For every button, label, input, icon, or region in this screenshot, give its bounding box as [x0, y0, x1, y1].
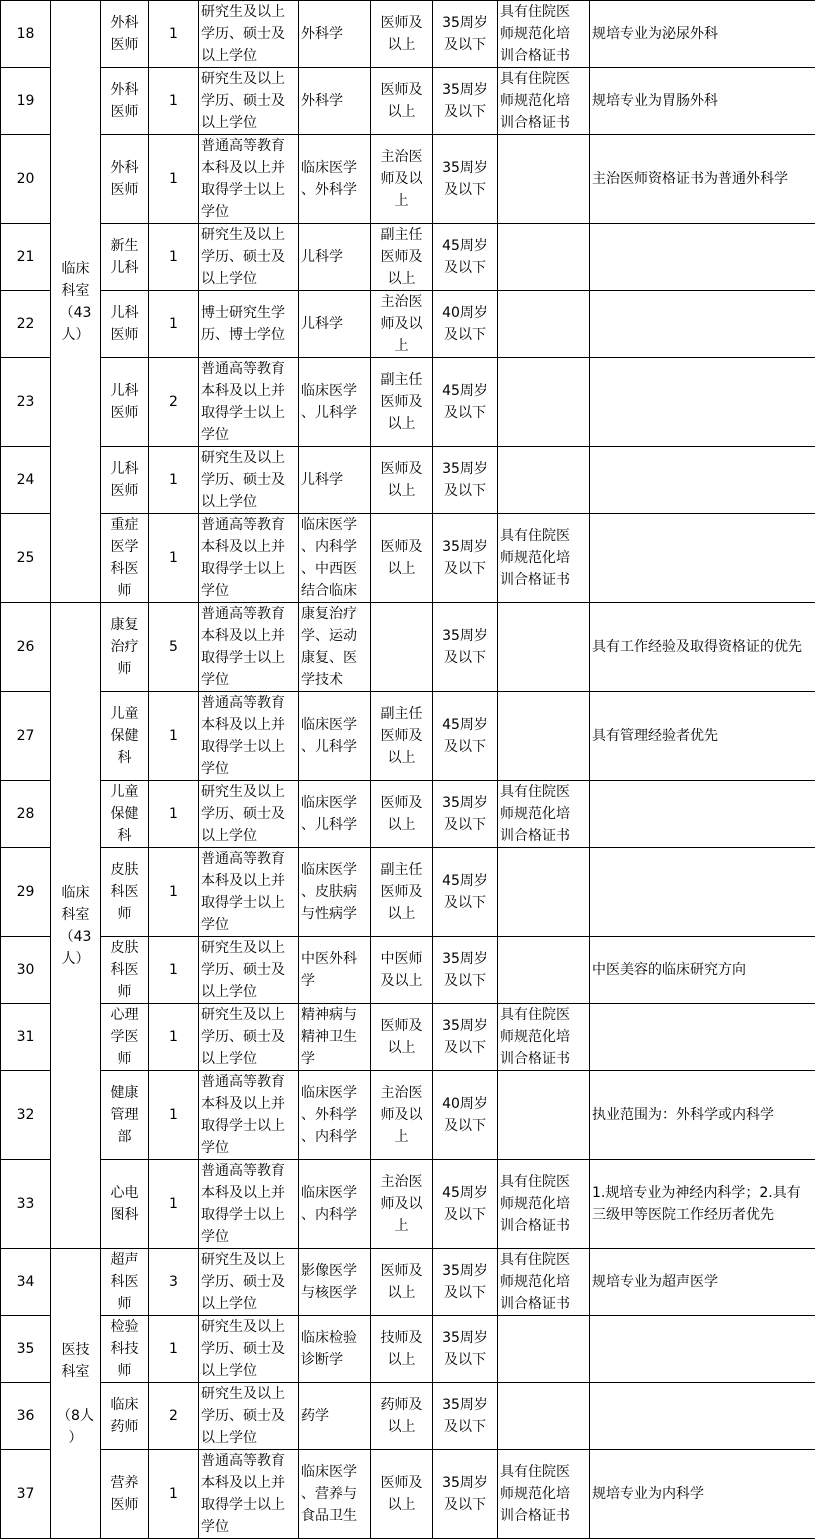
title-requirement-cell	[371, 603, 433, 692]
table-row	[1, 1004, 815, 1071]
table-row	[1, 1071, 815, 1160]
education-requirement-cell: 研究生及以上 学历、硕士及 以上学位	[199, 224, 299, 291]
age-requirement-cell: 35周岁 及以下	[433, 1004, 498, 1071]
hire-count-cell: 1	[149, 514, 199, 603]
hire-count-cell: 1	[149, 1004, 199, 1071]
certificate-requirement-cell	[498, 447, 590, 514]
certificate-requirement-cell	[498, 1383, 590, 1450]
major-requirement-cell: 临床检验 诊断学	[299, 1316, 371, 1383]
table-row	[1, 1383, 815, 1450]
other-requirement-cell: 主治医师资格证书为普通外科学	[590, 135, 815, 224]
major-requirement-cell: 儿科学	[299, 447, 371, 514]
other-requirement-cell: 规培专业为内科学	[590, 1450, 815, 1539]
table-row	[1, 68, 815, 135]
age-requirement-cell: 35周岁 及以下	[433, 1, 498, 68]
major-requirement-cell: 临床医学 、内科学 、中西医 结合临床	[299, 514, 371, 603]
title-requirement-cell: 副主任 医师及 以上	[371, 692, 433, 781]
hire-count-cell: 1	[149, 781, 199, 848]
row-number-cell: 33	[1, 1160, 51, 1249]
row-number-cell: 20	[1, 135, 51, 224]
title-requirement-cell: 医师及 以上	[371, 1450, 433, 1539]
education-requirement-cell: 普通高等教育 本科及以上并 取得学士以上 学位	[199, 1160, 299, 1249]
row-number-cell: 29	[1, 848, 51, 937]
title-requirement-cell: 医师及 以上	[371, 781, 433, 848]
position-name-cell: 外科 医师	[101, 135, 149, 224]
title-requirement-cell: 医师及 以上	[371, 447, 433, 514]
department-group-cell: 临床 科室 （43 人）	[51, 603, 101, 1249]
row-number-cell: 26	[1, 603, 51, 692]
position-name-cell: 儿童 保健 科	[101, 692, 149, 781]
position-name-cell: 心理 学医 师	[101, 1004, 149, 1071]
certificate-requirement-cell	[498, 291, 590, 358]
major-requirement-cell: 精神病与 精神卫生 学	[299, 1004, 371, 1071]
title-requirement-cell: 主治医 师及以 上	[371, 1071, 433, 1160]
age-requirement-cell: 45周岁 及以下	[433, 1160, 498, 1249]
row-number-cell: 35	[1, 1316, 51, 1383]
age-requirement-cell: 45周岁 及以下	[433, 358, 498, 447]
table-row	[1, 291, 815, 358]
major-requirement-cell: 临床医学 、外科学	[299, 135, 371, 224]
title-requirement-cell: 医师及 以上	[371, 1, 433, 68]
education-requirement-cell: 研究生及以上 学历、硕士及 以上学位	[199, 1383, 299, 1450]
hire-count-cell: 3	[149, 1249, 199, 1316]
education-requirement-cell: 研究生及以上 学历、硕士及 以上学位	[199, 447, 299, 514]
hire-count-cell: 1	[149, 1316, 199, 1383]
position-name-cell: 皮肤 科医 师	[101, 937, 149, 1004]
major-requirement-cell: 儿科学	[299, 291, 371, 358]
education-requirement-cell: 普通高等教育 本科及以上并 取得学士以上 学位	[199, 135, 299, 224]
hire-count-cell: 1	[149, 1071, 199, 1160]
other-requirement-cell	[590, 781, 815, 848]
certificate-requirement-cell: 具有住院医 师规范化培 训合格证书	[498, 1004, 590, 1071]
hire-count-cell: 1	[149, 135, 199, 224]
other-requirement-cell: 规培专业为胃肠外科	[590, 68, 815, 135]
major-requirement-cell: 外科学	[299, 68, 371, 135]
age-requirement-cell: 35周岁 及以下	[433, 603, 498, 692]
other-requirement-cell: 具有工作经验及取得资格证的优先	[590, 603, 815, 692]
hire-count-cell: 1	[149, 937, 199, 1004]
row-number-cell: 31	[1, 1004, 51, 1071]
certificate-requirement-cell: 具有住院医 师规范化培 训合格证书	[498, 1160, 590, 1249]
hire-count-cell: 1	[149, 447, 199, 514]
title-requirement-cell: 副主任 医师及 以上	[371, 358, 433, 447]
row-number-cell: 27	[1, 692, 51, 781]
education-requirement-cell: 研究生及以上 学历、硕士及 以上学位	[199, 937, 299, 1004]
table-row	[1, 1450, 815, 1539]
education-requirement-cell: 研究生及以上 学历、硕士及 以上学位	[199, 1, 299, 68]
certificate-requirement-cell: 具有住院医 师规范化培 训合格证书	[498, 514, 590, 603]
title-requirement-cell: 药师及 以上	[371, 1383, 433, 1450]
certificate-requirement-cell: 具有住院医 师规范化培 训合格证书	[498, 68, 590, 135]
row-number-cell: 23	[1, 358, 51, 447]
other-requirement-cell	[590, 358, 815, 447]
age-requirement-cell: 45周岁 及以下	[433, 224, 498, 291]
table-row	[1, 447, 815, 514]
table-row	[1, 1316, 815, 1383]
title-requirement-cell: 主治医 师及以 上	[371, 291, 433, 358]
table-row	[1, 1, 815, 68]
position-name-cell: 康复 治疗 师	[101, 603, 149, 692]
other-requirement-cell	[590, 514, 815, 603]
position-name-cell: 超声 科医 师	[101, 1249, 149, 1316]
hire-count-cell: 1	[149, 692, 199, 781]
major-requirement-cell: 药学	[299, 1383, 371, 1450]
major-requirement-cell: 临床医学 、儿科学	[299, 781, 371, 848]
major-requirement-cell: 临床医学 、皮肤病 与性病学	[299, 848, 371, 937]
certificate-requirement-cell	[498, 224, 590, 291]
other-requirement-cell	[590, 848, 815, 937]
major-requirement-cell: 临床医学 、营养与 食品卫生	[299, 1450, 371, 1539]
row-number-cell: 32	[1, 1071, 51, 1160]
age-requirement-cell: 40周岁 及以下	[433, 291, 498, 358]
certificate-requirement-cell	[498, 937, 590, 1004]
table-row	[1, 224, 815, 291]
department-group-cell: 医技 科室 （8人 ）	[51, 1249, 101, 1539]
age-requirement-cell: 35周岁 及以下	[433, 1316, 498, 1383]
row-number-cell: 21	[1, 224, 51, 291]
education-requirement-cell: 研究生及以上 学历、硕士及 以上学位	[199, 1004, 299, 1071]
row-number-cell: 19	[1, 68, 51, 135]
age-requirement-cell: 35周岁 及以下	[433, 1450, 498, 1539]
certificate-requirement-cell: 具有住院医 师规范化培 训合格证书	[498, 781, 590, 848]
hire-count-cell: 1	[149, 848, 199, 937]
hire-count-cell: 1	[149, 291, 199, 358]
table-row	[1, 781, 815, 848]
major-requirement-cell: 临床医学 、内科学	[299, 1160, 371, 1249]
row-number-cell: 34	[1, 1249, 51, 1316]
hire-count-cell: 1	[149, 224, 199, 291]
position-name-cell: 临床 药师	[101, 1383, 149, 1450]
education-requirement-cell: 研究生及以上 学历、硕士及 以上学位	[199, 1316, 299, 1383]
table-row	[1, 135, 815, 224]
position-name-cell: 外科 医师	[101, 68, 149, 135]
hire-count-cell: 1	[149, 1160, 199, 1249]
title-requirement-cell: 副主任 医师及 以上	[371, 848, 433, 937]
education-requirement-cell: 普通高等教育 本科及以上并 取得学士以上 学位	[199, 848, 299, 937]
row-number-cell: 18	[1, 1, 51, 68]
age-requirement-cell: 35周岁 及以下	[433, 514, 498, 603]
row-number-cell: 30	[1, 937, 51, 1004]
row-number-cell: 24	[1, 447, 51, 514]
other-requirement-cell	[590, 1383, 815, 1450]
other-requirement-cell	[590, 291, 815, 358]
row-number-cell: 28	[1, 781, 51, 848]
education-requirement-cell: 研究生及以上 学历、硕士及 以上学位	[199, 781, 299, 848]
major-requirement-cell: 中医外科 学	[299, 937, 371, 1004]
age-requirement-cell: 35周岁 及以下	[433, 781, 498, 848]
education-requirement-cell: 普通高等教育 本科及以上并 取得学士以上 学位	[199, 603, 299, 692]
certificate-requirement-cell: 具有住院医 师规范化培 训合格证书	[498, 1249, 590, 1316]
major-requirement-cell: 临床医学 、儿科学	[299, 692, 371, 781]
position-name-cell: 儿科 医师	[101, 358, 149, 447]
department-group-cell: 临床 科室 （43 人）	[51, 1, 101, 603]
table-row	[1, 1249, 815, 1316]
other-requirement-cell: 具有管理经验者优先	[590, 692, 815, 781]
other-requirement-cell	[590, 447, 815, 514]
age-requirement-cell: 35周岁 及以下	[433, 937, 498, 1004]
row-number-cell: 25	[1, 514, 51, 603]
other-requirement-cell: 1.规培专业为神经内科学；2.具有 三级甲等医院工作经历者优先	[590, 1160, 815, 1249]
certificate-requirement-cell	[498, 1071, 590, 1160]
position-name-cell: 新生 儿科	[101, 224, 149, 291]
education-requirement-cell: 研究生及以上 学历、硕士及 以上学位	[199, 68, 299, 135]
other-requirement-cell: 中医美容的临床研究方向	[590, 937, 815, 1004]
age-requirement-cell: 35周岁 及以下	[433, 447, 498, 514]
education-requirement-cell: 研究生及以上 学历、硕士及 以上学位	[199, 1249, 299, 1316]
other-requirement-cell: 执业范围为：外科学或内科学	[590, 1071, 815, 1160]
other-requirement-cell	[590, 1316, 815, 1383]
age-requirement-cell: 35周岁 及以下	[433, 1383, 498, 1450]
age-requirement-cell: 35周岁 及以下	[433, 1249, 498, 1316]
title-requirement-cell: 医师及 以上	[371, 68, 433, 135]
row-number-cell: 22	[1, 291, 51, 358]
hire-count-cell: 1	[149, 68, 199, 135]
age-requirement-cell: 35周岁 及以下	[433, 135, 498, 224]
position-name-cell: 检验 科技 师	[101, 1316, 149, 1383]
table-row	[1, 692, 815, 781]
position-name-cell: 皮肤 科医 师	[101, 848, 149, 937]
certificate-requirement-cell	[498, 358, 590, 447]
other-requirement-cell: 规培专业为超声医学	[590, 1249, 815, 1316]
certificate-requirement-cell: 具有住院医 师规范化培 训合格证书	[498, 1, 590, 68]
table-row	[1, 848, 815, 937]
title-requirement-cell: 技师及 以上	[371, 1316, 433, 1383]
certificate-requirement-cell	[498, 603, 590, 692]
title-requirement-cell: 医师及 以上	[371, 1249, 433, 1316]
hire-count-cell: 1	[149, 1, 199, 68]
position-name-cell: 健康 管理 部	[101, 1071, 149, 1160]
position-name-cell: 儿童 保健 科	[101, 781, 149, 848]
title-requirement-cell: 副主任 医师及 以上	[371, 224, 433, 291]
education-requirement-cell: 普通高等教育 本科及以上并 取得学士以上 学位	[199, 1071, 299, 1160]
title-requirement-cell: 主治医 师及以 上	[371, 1160, 433, 1249]
certificate-requirement-cell	[498, 135, 590, 224]
education-requirement-cell: 普通高等教育 本科及以上并 取得学士以上 学位	[199, 692, 299, 781]
table-row	[1, 937, 815, 1004]
age-requirement-cell: 45周岁 及以下	[433, 692, 498, 781]
hire-count-cell: 2	[149, 1383, 199, 1450]
position-name-cell: 儿科 医师	[101, 291, 149, 358]
position-name-cell: 重症 医学 科医 师	[101, 514, 149, 603]
certificate-requirement-cell: 具有住院医 师规范化培 训合格证书	[498, 1450, 590, 1539]
hire-count-cell: 1	[149, 1450, 199, 1539]
age-requirement-cell: 35周岁 及以下	[433, 68, 498, 135]
table-row	[1, 514, 815, 603]
other-requirement-cell	[590, 224, 815, 291]
education-requirement-cell: 普通高等教育 本科及以上并 取得学士以上 学位	[199, 358, 299, 447]
education-requirement-cell: 普通高等教育 本科及以上并 取得学士以上 学位	[199, 514, 299, 603]
major-requirement-cell: 外科学	[299, 1, 371, 68]
position-name-cell: 营养 医师	[101, 1450, 149, 1539]
position-name-cell: 心电 图科	[101, 1160, 149, 1249]
row-number-cell: 37	[1, 1450, 51, 1539]
table-row	[1, 603, 815, 692]
row-number-cell: 36	[1, 1383, 51, 1450]
table-body	[1, 1, 815, 1539]
position-name-cell: 外科 医师	[101, 1, 149, 68]
certificate-requirement-cell	[498, 1316, 590, 1383]
table-row	[1, 1160, 815, 1249]
education-requirement-cell: 普通高等教育 本科及以上并 取得学士以上 学位	[199, 1450, 299, 1539]
major-requirement-cell: 康复治疗 学、运动 康复、医 学技术	[299, 603, 371, 692]
title-requirement-cell: 医师及 以上	[371, 514, 433, 603]
certificate-requirement-cell	[498, 848, 590, 937]
title-requirement-cell: 主治医 师及以 上	[371, 135, 433, 224]
other-requirement-cell: 规培专业为泌尿外科	[590, 1, 815, 68]
table-row	[1, 358, 815, 447]
major-requirement-cell: 临床医学 、外科学 、内科学	[299, 1071, 371, 1160]
major-requirement-cell: 临床医学 、儿科学	[299, 358, 371, 447]
title-requirement-cell: 中医师 及以上	[371, 937, 433, 1004]
hire-count-cell: 5	[149, 603, 199, 692]
major-requirement-cell: 影像医学 与核医学	[299, 1249, 371, 1316]
other-requirement-cell	[590, 1004, 815, 1071]
age-requirement-cell: 45周岁 及以下	[433, 848, 498, 937]
hire-count-cell: 2	[149, 358, 199, 447]
title-requirement-cell: 医师及 以上	[371, 1004, 433, 1071]
age-requirement-cell: 40周岁 及以下	[433, 1071, 498, 1160]
position-name-cell: 儿科 医师	[101, 447, 149, 514]
certificate-requirement-cell	[498, 692, 590, 781]
major-requirement-cell: 儿科学	[299, 224, 371, 291]
education-requirement-cell: 博士研究生学 历、博士学位	[199, 291, 299, 358]
